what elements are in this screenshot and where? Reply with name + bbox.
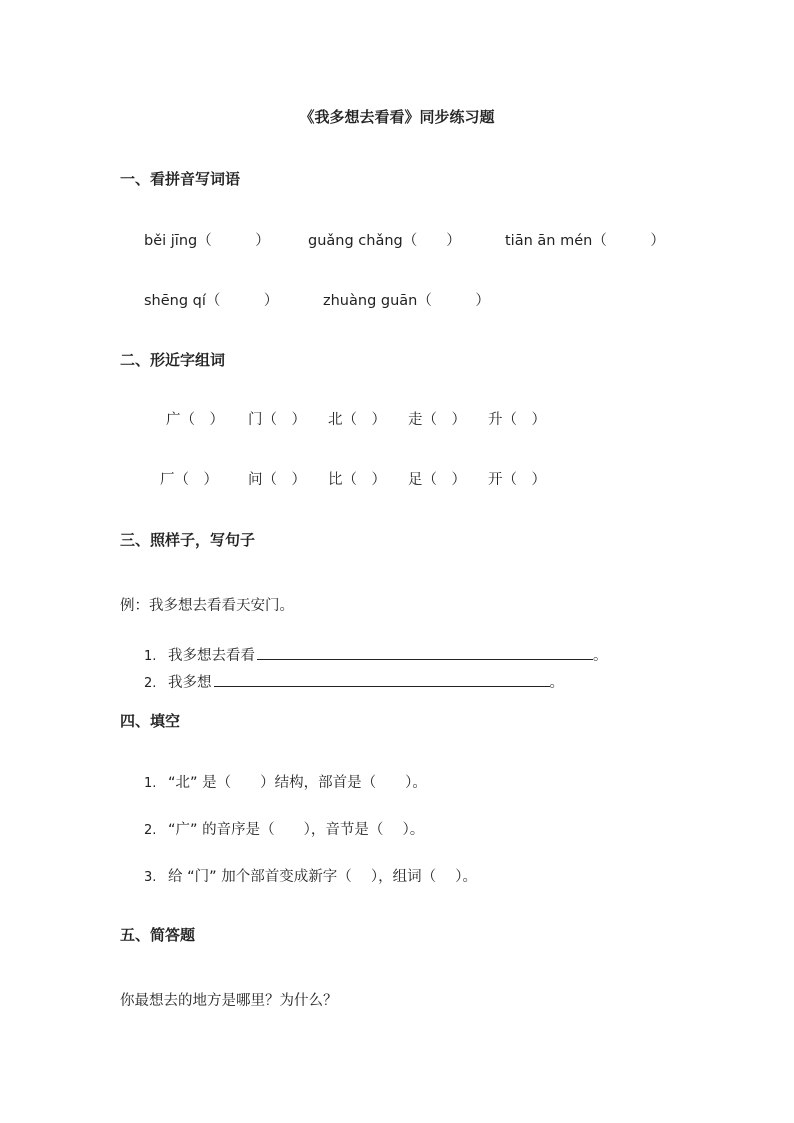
section-5-heading: 五、简答题 [120,926,196,944]
sentence-end: 。 [593,648,608,664]
section-4-heading: 四、填空 [120,712,181,730]
pinyin-item [323,289,490,310]
fill-blank-text: 给 “门” 加个部首变成新字（ ），组词（ ）。 [168,869,477,885]
fill-blank-item [144,771,427,792]
short-answer-question: 你最想去的地方是哪里？为什么？ [120,993,338,1009]
pinyin-item [505,229,665,250]
pinyin-item [144,229,270,250]
char-word-item: 北（ ） [328,412,386,428]
sentence-end: 。 [549,675,564,691]
char-word-item: 广（ ） [166,412,224,428]
pinyin-item [308,229,461,250]
answer-blank: （ ） [592,233,665,249]
pinyin-text: guǎng chǎng [308,233,403,249]
answer-line[interactable] [257,646,593,660]
char-word-item: 问（ ） [248,472,306,488]
page-title: 《我多想去看看》同步练习题 [299,108,495,126]
char-word-item: 走（ ） [408,412,466,428]
answer-blank: （ ） [205,293,279,309]
answer-line[interactable] [214,673,550,687]
char-word-item: 厂（ ） [160,472,218,488]
sentence-item [144,644,608,665]
item-number: 2. [144,823,157,838]
pinyin-item [144,289,278,310]
pinyin-text: tiān ān mén [505,233,593,249]
pinyin-text: zhuàng guān [323,293,418,309]
item-number: 1. [144,776,157,791]
section-1-heading: 一、看拼音写词语 [120,170,241,188]
item-number: 2. [144,676,157,691]
fill-blank-item [144,865,477,886]
fill-blank-item [144,818,424,839]
sentence-prompt: 我多想 [168,675,212,691]
fill-blank-text: “北” 是（ ）结构，部首是（ ）。 [168,775,427,791]
char-word-item: 门（ ） [248,412,306,428]
answer-blank: （ ） [417,293,490,309]
item-number: 3. [144,870,157,885]
section-2-heading: 二、形近字组词 [120,351,226,369]
answer-blank: （ ） [197,233,270,249]
char-word-item: 比（ ） [328,472,386,488]
answer-blank: （ ） [402,233,461,249]
example-sentence: 例：我多想去看看天安门。 [120,598,294,614]
pinyin-text: běi jīng [144,233,198,249]
char-word-item: 足（ ） [408,472,466,488]
fill-blank-text: “广” 的音序是（ ），音节是（ ）。 [168,822,425,838]
pinyin-text: shēng qí [144,293,206,309]
section-3-heading: 三、照样子，写句子 [120,531,256,549]
item-number: 1. [144,649,157,664]
char-word-item: 升（ ） [488,412,546,428]
sentence-item [144,671,564,692]
sentence-prompt: 我多想去看看 [168,648,255,664]
char-word-item: 开（ ） [488,472,546,488]
